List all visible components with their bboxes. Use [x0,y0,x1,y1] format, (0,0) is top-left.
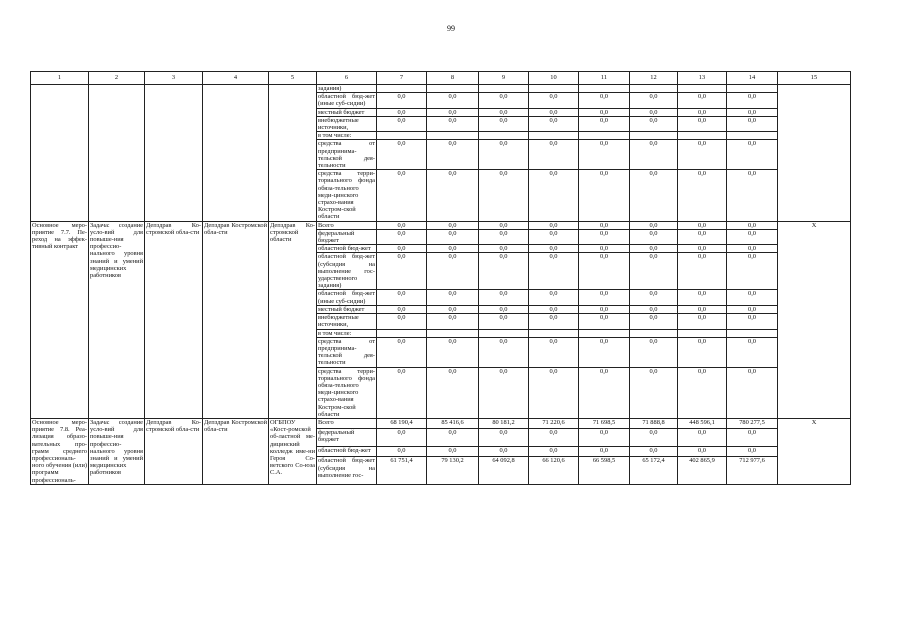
value-cell: 0,0 [727,221,778,229]
table-row [31,418,851,428]
col-header: 11 [579,72,630,85]
empty-cell [778,85,851,222]
responsible-executor: Депздрав Ко-стромской обла-сти [145,221,203,418]
value-cell: 0,0 [727,367,778,418]
column-number-row [31,72,851,85]
empty-cell [269,85,317,222]
value-cell [529,85,579,93]
participant: Депздрав Ко-стромской области [269,221,317,418]
value-cell: 0,0 [377,290,427,305]
value-cell: 0,0 [727,93,778,108]
value-cell: 64 092,8 [479,457,529,484]
value-cell [678,329,727,337]
value-cell: 0,0 [630,93,678,108]
value-cell: 0,0 [377,116,427,131]
value-cell [427,85,479,93]
value-cell: 0,0 [678,140,727,170]
value-cell: 0,0 [529,337,579,367]
value-cell: 0,0 [727,245,778,253]
indicator-mark: X [778,418,851,484]
value-cell: 0,0 [479,140,529,170]
value-cell: 0,0 [727,229,778,244]
col-header: 6 [317,72,377,85]
value-cell: 0,0 [479,93,529,108]
value-cell: 0,0 [377,229,427,244]
value-cell: 71 220,6 [529,418,579,428]
value-cell: 0,0 [529,170,579,221]
value-cell: 0,0 [427,314,479,329]
value-cell: 0,0 [727,305,778,313]
value-cell: 0,0 [579,314,630,329]
value-cell: 0,0 [427,245,479,253]
funding-source-label: областной бюд-жет [317,245,377,253]
value-cell [678,85,727,93]
table-body [31,85,851,485]
value-cell: 0,0 [529,93,579,108]
funding-source-label: средства терри-ториального фонда обяза-тельного меди-цинского страхо-вания Костром-ской области [318,170,375,221]
value-cell: 0,0 [678,116,727,131]
value-cell: 0,0 [479,229,529,244]
funding-source-label: федеральный бюджет [317,428,377,447]
empty-cell [203,85,269,222]
col-header: 2 [89,72,145,85]
table-row [31,221,851,229]
value-cell: 0,0 [630,428,678,447]
value-cell: 0,0 [678,305,727,313]
value-cell: 0,0 [479,170,529,221]
value-cell: 80 181,2 [479,418,529,428]
value-cell: 0,0 [579,305,630,313]
col-header: 9 [479,72,529,85]
value-cell [630,85,678,93]
value-cell: 0,0 [579,337,630,367]
value-cell: 0,0 [727,337,778,367]
value-cell: 0,0 [630,314,678,329]
value-cell: 61 751,4 [377,457,427,484]
value-cell: 0,0 [479,337,529,367]
value-cell [678,132,727,140]
value-cell: 0,0 [579,367,630,418]
value-cell: 0,0 [479,108,529,116]
value-cell [579,329,630,337]
value-cell: 0,0 [427,253,479,290]
col-header: 15 [778,72,851,85]
value-cell: 0,0 [727,447,778,457]
indicator-mark: X [778,221,851,418]
value-cell: 68 190,4 [377,418,427,428]
value-cell: 65 172,4 [630,457,678,484]
col-header: 13 [678,72,727,85]
funding-source-label: задания) [317,85,377,93]
col-header: 3 [145,72,203,85]
value-cell: 0,0 [630,447,678,457]
empty-cell [145,85,203,222]
funding-source-label: средства терри-ториального фонда обяза-тельного меди-цинского страхо-вания Костром-ской области [318,367,375,418]
funding-source-label: в том числе: [317,132,377,140]
value-cell: 0,0 [630,221,678,229]
col-header: 14 [727,72,778,85]
funding-source-label: Всего [317,418,377,428]
value-cell: 0,0 [479,116,529,131]
col-header: 4 [203,72,269,85]
value-cell [529,132,579,140]
value-cell: 0,0 [427,116,479,131]
value-cell: 0,0 [427,229,479,244]
col-header: 7 [377,72,427,85]
value-cell: 66 598,5 [579,457,630,484]
value-cell: 0,0 [579,108,630,116]
funding-source-label: средства от предпринима-тельской дея-тельности [318,140,375,170]
value-cell: 0,0 [678,253,727,290]
value-cell: 0,0 [529,290,579,305]
value-cell: 0,0 [479,221,529,229]
value-cell: 0,0 [630,229,678,244]
value-cell: 0,0 [427,447,479,457]
funding-source-label: Всего [317,221,377,229]
value-cell: 402 865,9 [678,457,727,484]
value-cell: 0,0 [479,290,529,305]
value-cell [630,329,678,337]
col-header: 1 [31,72,89,85]
value-cell: 0,0 [479,245,529,253]
empty-cell [89,85,145,222]
budget-table [30,71,851,485]
value-cell: 0,0 [529,140,579,170]
value-cell [579,132,630,140]
value-cell: 0,0 [529,116,579,131]
value-cell: 0,0 [630,253,678,290]
value-cell: 0,0 [529,253,579,290]
value-cell: 0,0 [529,367,579,418]
value-cell: 0,0 [727,140,778,170]
value-cell: 0,0 [579,116,630,131]
budget-table-wrapper [30,71,851,485]
value-cell: 0,0 [630,305,678,313]
value-cell: 0,0 [678,93,727,108]
value-cell: 0,0 [579,229,630,244]
value-cell: 780 277,5 [727,418,778,428]
value-cell [427,132,479,140]
value-cell: 0,0 [377,428,427,447]
value-cell [479,329,529,337]
value-cell: 712 977,6 [727,457,778,484]
value-cell: 0,0 [377,305,427,313]
value-cell: 0,0 [427,337,479,367]
value-cell: 0,0 [727,170,778,221]
value-cell: 0,0 [678,367,727,418]
value-cell [479,85,529,93]
value-cell: 0,0 [678,314,727,329]
value-cell [377,132,427,140]
value-cell: 0,0 [529,447,579,457]
value-cell [727,85,778,93]
measure-name: Основное меро-приятие 7.8. Реа-лизация образо-вательных про-грамм среднего профессиональ-ного обучения (или) программ профессиональ- [32,418,87,484]
value-cell [579,85,630,93]
value-cell: 0,0 [727,116,778,131]
value-cell: 0,0 [427,221,479,229]
value-cell: 0,0 [630,290,678,305]
value-cell [427,329,479,337]
value-cell: 0,0 [678,221,727,229]
value-cell: 0,0 [479,367,529,418]
value-cell [727,329,778,337]
value-cell: 0,0 [630,108,678,116]
value-cell: 0,0 [579,93,630,108]
value-cell: 71 698,5 [579,418,630,428]
measure-task: Задача: создание усло-вий для повыше-ния профессио-нального уровня знаний и умений медицинских работников [89,418,145,484]
col-header: 5 [269,72,317,85]
value-cell: 0,0 [630,140,678,170]
co-executor: Депздрав Костромской обла-сти [203,221,269,418]
value-cell: 0,0 [377,367,427,418]
value-cell: 0,0 [427,367,479,418]
value-cell: 0,0 [579,140,630,170]
funding-source-label: областной бюд-жет (иные суб-сидии) [318,290,375,305]
value-cell: 85 416,6 [427,418,479,428]
funding-source-label: в том числе: [317,329,377,337]
value-cell: 0,0 [377,93,427,108]
value-cell: 0,0 [579,253,630,290]
value-cell: 0,0 [427,93,479,108]
value-cell: 0,0 [479,447,529,457]
value-cell: 0,0 [529,245,579,253]
value-cell: 0,0 [579,170,630,221]
co-executor: Депздрав Костромской обла-сти [203,418,269,484]
value-cell: 0,0 [479,305,529,313]
value-cell [479,132,529,140]
value-cell: 0,0 [678,108,727,116]
value-cell: 0,0 [427,140,479,170]
value-cell: 0,0 [630,245,678,253]
value-cell: 0,0 [678,245,727,253]
value-cell: 0,0 [579,428,630,447]
funding-source-label: средства от предпринима-тельской дея-тельности [318,337,375,367]
value-cell: 0,0 [579,447,630,457]
value-cell: 0,0 [479,428,529,447]
value-cell: 0,0 [678,170,727,221]
value-cell: 0,0 [579,290,630,305]
value-cell: 0,0 [579,245,630,253]
value-cell [529,329,579,337]
value-cell: 0,0 [377,221,427,229]
value-cell: 71 888,8 [630,418,678,428]
value-cell: 0,0 [529,305,579,313]
value-cell: 0,0 [678,337,727,367]
value-cell [377,329,427,337]
value-cell: 0,0 [727,428,778,447]
empty-cell [31,85,89,222]
value-cell: 0,0 [630,367,678,418]
value-cell: 0,0 [427,428,479,447]
value-cell: 0,0 [529,428,579,447]
value-cell: 0,0 [427,305,479,313]
value-cell [630,132,678,140]
value-cell: 0,0 [678,428,727,447]
value-cell: 79 130,2 [427,457,479,484]
value-cell: 0,0 [678,290,727,305]
value-cell: 0,0 [427,170,479,221]
funding-source-label: местный бюджет [317,305,377,313]
funding-source-label: внебюджетные источники, [317,314,377,329]
value-cell: 448 596,1 [678,418,727,428]
value-cell: 0,0 [377,140,427,170]
value-cell: 0,0 [630,116,678,131]
funding-source-label: местный бюджет [317,108,377,116]
value-cell: 0,0 [377,337,427,367]
funding-source-label: областной бюд-жет (субсидия на выполнение гос-ударственного задания) [318,253,375,290]
value-cell: 0,0 [727,290,778,305]
value-cell: 0,0 [427,290,479,305]
value-cell: 0,0 [377,245,427,253]
value-cell: 0,0 [678,229,727,244]
value-cell: 0,0 [529,221,579,229]
value-cell: 0,0 [630,337,678,367]
value-cell [727,132,778,140]
value-cell: 66 120,6 [529,457,579,484]
funding-source-label: областной бюд-жет [317,447,377,457]
value-cell: 0,0 [529,108,579,116]
funding-source-label: областной бюд-жет (субсидия на выполнение гос- [317,457,377,484]
value-cell: 0,0 [529,314,579,329]
col-header: 12 [630,72,678,85]
page-number: 99 [447,24,455,33]
measure-task: Задача: создание усло-вий для повыше-ния профессио-нального уровня знаний и умений медицинских работников [89,221,145,418]
responsible-executor: Депздрав Ко-стромской обла-сти [145,418,203,484]
value-cell: 0,0 [427,108,479,116]
value-cell: 0,0 [529,229,579,244]
value-cell: 0,0 [678,447,727,457]
value-cell: 0,0 [579,221,630,229]
participant: ОГБПОУ «Кост-ромской об-ластной ме-дицинский колледж име-ни Героя Со-ветского Со-юза С.А. [269,418,317,484]
value-cell: 0,0 [377,108,427,116]
value-cell: 0,0 [727,314,778,329]
value-cell: 0,0 [630,170,678,221]
funding-source-label: областной бюд-жет (иные суб-сидии) [318,93,375,108]
value-cell: 0,0 [479,314,529,329]
value-cell [377,85,427,93]
value-cell: 0,0 [727,253,778,290]
funding-source-label: внебюджетные источники, [317,116,377,131]
value-cell: 0,0 [479,253,529,290]
measure-name: Основное меро-приятие 7.7. Пе-реход на эффек-тивный контракт [31,221,89,418]
value-cell: 0,0 [377,314,427,329]
table-row [31,85,851,93]
funding-source-label: федеральный бюджет [317,229,377,244]
col-header: 10 [529,72,579,85]
col-header: 8 [427,72,479,85]
value-cell: 0,0 [377,170,427,221]
value-cell: 0,0 [377,253,427,290]
value-cell: 0,0 [377,447,427,457]
value-cell: 0,0 [727,108,778,116]
